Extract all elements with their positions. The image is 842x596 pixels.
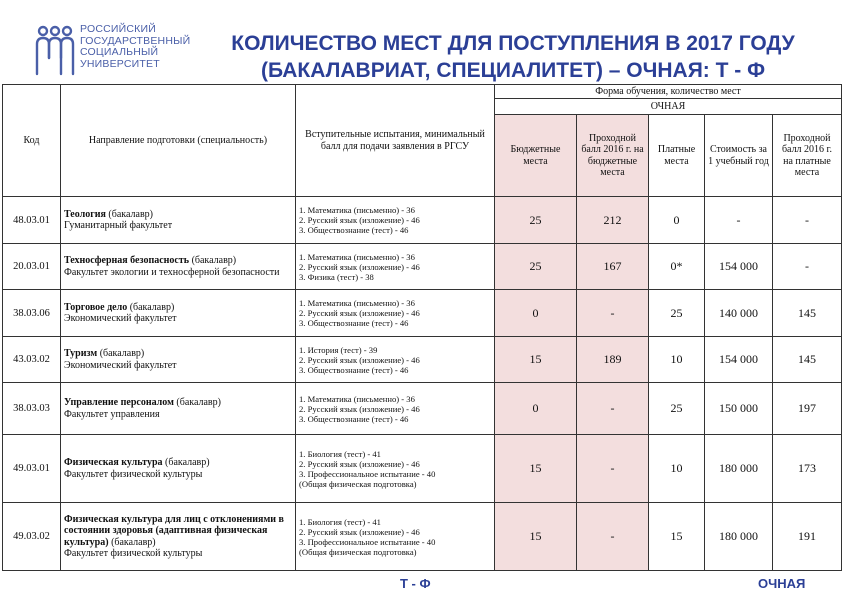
degree-label: (бакалавр) [127,301,175,313]
code-cell: 49.03.01 [3,435,61,503]
exam-line: 3. Физика (тест) - 38 [299,271,374,282]
logo-line: РОССИЙСКИЙ [80,23,156,35]
exam-line: 3. Обществознание (тест) - 46 [299,318,409,328]
pass2016-cell: - [577,383,649,435]
budget-cell: 15 [495,435,577,503]
header-exams: Вступительные испытания, минимальный балл для подачи заявления в РГСУ [296,85,495,197]
logo-line: ГОСУДАРСТВЕННЫЙ [80,34,191,47]
paid-cell: 25 [649,383,705,435]
table-row [3,244,842,290]
exam-line: 1. Математика (письменно) - 36 [299,393,415,404]
page-header [0,0,842,84]
cost-cell: 180 000 [705,435,773,503]
logo-people-icon [34,24,76,76]
paid-cell: 0 [649,197,705,244]
degree-label: (бакалавр) [173,397,221,408]
code-cell: 38.03.06 [3,290,61,337]
pass2016-cell: - [577,290,649,337]
cost-cell: 154 000 [705,337,773,383]
direction-cell [61,197,296,244]
exam-line: 2. Русский язык (изложение) - 46 [299,403,420,414]
direction-name: Физическая культура [64,457,163,468]
exams-cell [296,337,495,383]
pass-paid-cell: 145 [773,290,842,337]
exam-line: 2. Русский язык (изложение) - 46 [299,354,420,365]
page-title [203,30,823,84]
pass2016-cell: 212 [577,197,649,244]
pass-paid-cell: 173 [773,435,842,503]
degree-label: (бакалавр) [189,255,237,266]
budget-cell: 0 [495,383,577,435]
faculty-name: Экономический факультет [64,359,177,371]
direction-cell [61,244,296,290]
budget-cell: 25 [495,244,577,290]
pass-paid-cell: 197 [773,383,842,435]
exam-line: 3. Обществознание (тест) - 46 [299,364,409,375]
pass2016-cell: 189 [577,337,649,383]
exams-cell [296,435,495,503]
logo-text [80,24,190,70]
paid-cell: 0* [649,244,705,290]
exam-line: 2. Русский язык (изложение) - 46 [299,215,420,225]
code-cell: 38.03.03 [3,383,61,435]
direction-cell [61,383,296,435]
cost-cell: 154 000 [705,244,773,290]
table-row [3,197,842,244]
direction-name: Торговое дело [64,301,128,313]
budget-cell: 25 [495,197,577,244]
header-pass2016: Проходной балл 2016 г. на бюджетные места [577,115,649,197]
paid-cell: 10 [649,337,705,383]
exam-line: 1. Математика (письменно) - 36 [299,251,415,262]
exam-line: 1. Биология (тест) - 41 [299,516,381,527]
direction-cell [61,435,296,503]
exams-cell [296,503,495,571]
table-row [3,383,842,435]
faculty-name: Факультет управления [64,408,160,420]
pass2016-cell: - [577,435,649,503]
exams-cell [296,244,495,290]
header-ochnaya: ОЧНАЯ [495,99,842,115]
exam-line: (Общая физическая подготовка) [299,478,417,489]
code-cell: 43.03.02 [3,337,61,383]
paid-cell: 25 [649,290,705,337]
direction-name: Техносферная безопасность [64,255,190,266]
pass-paid-cell: - [773,197,842,244]
pass2016-cell: - [577,503,649,571]
budget-cell: 15 [495,337,577,383]
budget-cell: 15 [495,503,577,571]
exam-line: 2. Русский язык (изложение) - 46 [299,308,420,318]
exam-line: 3. Профессиональное испытание - 40 [299,536,436,547]
header-cost: Стоимость за 1 учебный год [705,115,773,197]
cost-cell: 140 000 [705,290,773,337]
exam-line: 1. Математика (письменно) - 36 [299,298,415,308]
pass2016-cell: 167 [577,244,649,290]
code-cell: 49.03.02 [3,503,61,571]
title-line-2: (БАКАЛАВРИАТ, СПЕЦИАЛИТЕТ) – ОЧНАЯ: Т - Ф [260,59,766,82]
admission-table [2,84,842,571]
pass-paid-cell: 191 [773,503,842,571]
degree-label: (бакалавр) [108,536,156,548]
footer-right-label: ОЧНАЯ [758,576,806,591]
code-cell: 20.03.01 [3,244,61,290]
cost-cell: 150 000 [705,383,773,435]
table-row [3,435,842,503]
table-row [3,337,842,383]
logo-line: СОЦИАЛЬНЫЙ [80,46,159,59]
exam-line: 3. Профессиональное испытание - 40 [299,468,436,479]
header-direction: Направление подготовки (специальность) [61,85,296,197]
direction-cell [61,290,296,337]
cost-cell: - [705,197,773,244]
exam-line: 2. Русский язык (изложение) - 46 [299,458,420,469]
title-line-1: КОЛИЧЕСТВО МЕСТ ДЛЯ ПОСТУПЛЕНИЯ В 2017 ГОДУ [231,32,795,55]
exam-line: 1. История (тест) - 39 [299,344,378,355]
exam-line: 1. Биология (тест) - 41 [299,448,381,459]
header-pass-paid: Проходной балл 2016 г. на платные места [773,115,842,197]
code-cell: 48.03.01 [3,197,61,244]
table-row [3,503,842,571]
exam-line: 2. Русский язык (изложение) - 46 [299,526,420,537]
faculty-name: Экономический факультет [64,313,177,324]
direction-cell [61,337,296,383]
header-code: Код [3,85,61,197]
university-logo [34,24,204,84]
degree-label: (бакалавр) [105,208,153,220]
faculty-name: Факультет физической культуры [64,548,203,559]
degree-label: (бакалавр) [162,457,210,468]
pass-paid-cell: 145 [773,337,842,383]
direction-name: Управление персоналом [64,397,174,408]
degree-label: (бакалавр) [97,348,145,359]
exam-line: 2. Русский язык (изложение) - 46 [299,261,420,272]
faculty-name: Факультет экологии и техносферной безопасности [64,266,280,278]
exams-cell [296,290,495,337]
exams-cell [296,197,495,244]
header-paid: Платные места [649,115,705,197]
budget-cell: 0 [495,290,577,337]
exam-line: 1. Математика (письменно) - 36 [299,205,415,215]
cost-cell: 180 000 [705,503,773,571]
exam-line: (Общая физическая подготовка) [299,546,417,557]
paid-cell: 10 [649,435,705,503]
header-budget: Бюджетные места [495,115,577,197]
direction-name: Туризм [64,348,98,359]
logo-line: УНИВЕРСИТЕТ [80,57,160,70]
footer-left-label: Т - Ф [400,576,431,591]
faculty-name: Гуманитарный факультет [64,220,173,231]
direction-name: Теология [64,208,106,220]
pass-paid-cell: - [773,244,842,290]
direction-name: Физическая культура для лиц с отклонениями в состоянии здоровья (адаптивная физическая культура) [64,513,284,548]
faculty-name: Факультет физической культуры [64,468,203,480]
direction-cell [61,503,296,571]
exam-line: 3. Обществознание (тест) - 46 [299,413,409,424]
header-form: Форма обучения, количество мест [495,85,842,99]
table-row [3,290,842,337]
paid-cell: 15 [649,503,705,571]
exams-cell [296,383,495,435]
exam-line: 3. Обществознание (тест) - 46 [299,225,409,235]
